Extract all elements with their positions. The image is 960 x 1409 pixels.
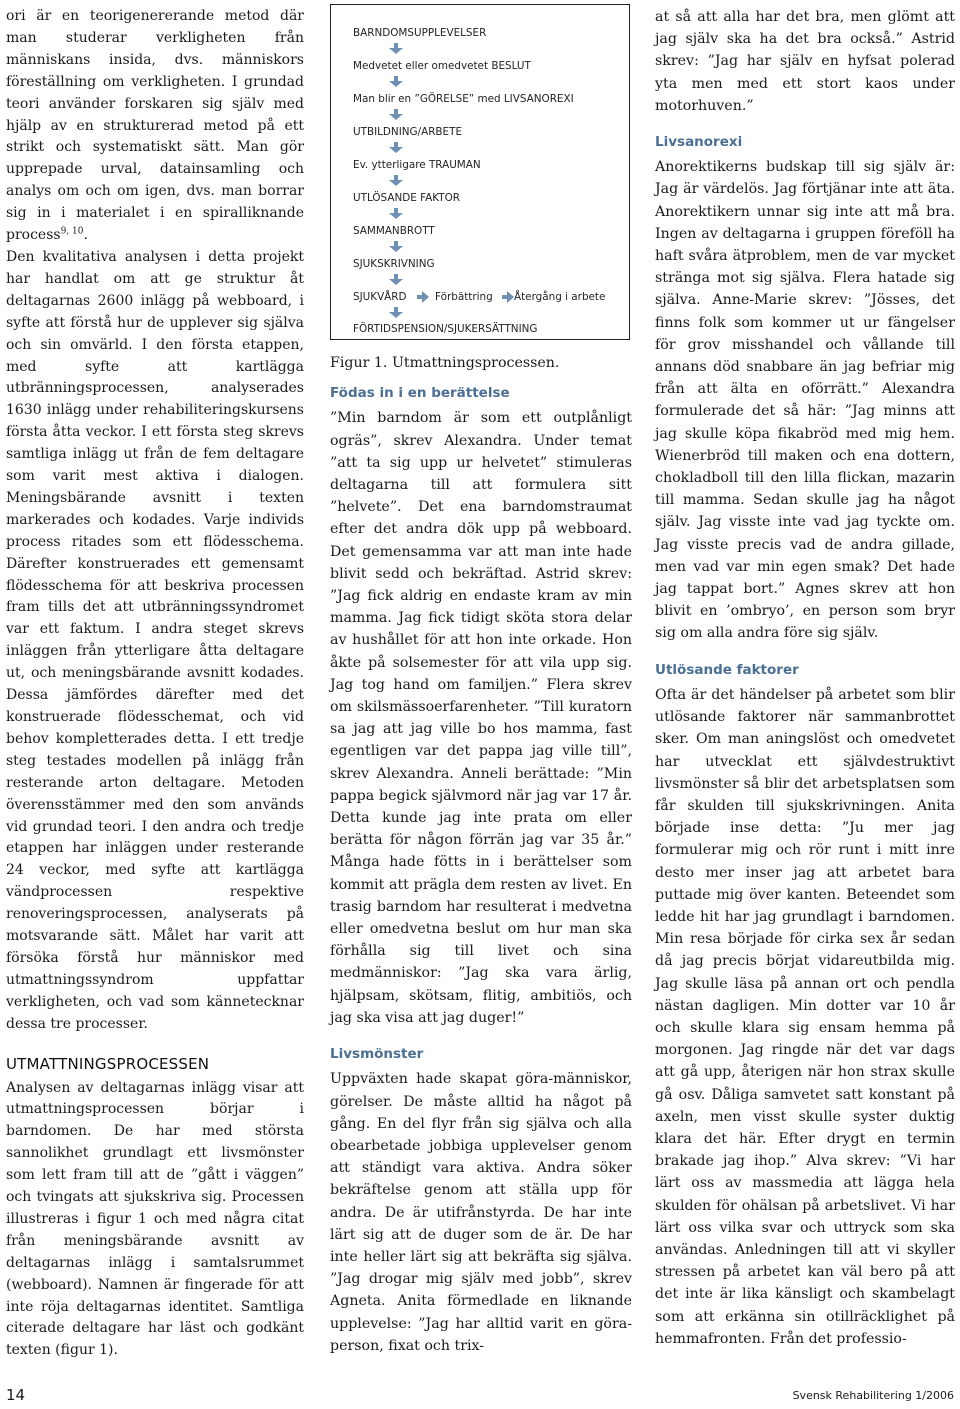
- paragraph-process: Analysen av deltagarnas inlägg visar att utmattningsprocessen börjar i barndomen. De har med största sannolikhet grundlagt ett livsmönster som lett fram till att de ”gått i väggen” och tvingats att sjukskriva sig. Processen illustreras i figur 1 och med några citat från meningsbärande avsnitt av deltagarnas inlägg i samtalsrummet (webboard). Namnen är fingerade för att inte röja deltagarnas identitet. Samtliga citerade deltagare har läst och godkänt texten (figur 1).: [6, 1079, 304, 1359]
- subheading-born-into-story: Födas in i en berättelse: [330, 385, 510, 402]
- paragraph-triggers: Ofta är det händelser på arbetet som blir utlösande faktorer när sammanbrottet sker. Om man aningslöst och omedvetet har utvecklat ett självdestruktivt livsmönster så blir det arbetsplatsen som får skulden till sjukskrivningen. Anita började inse detta: ”Ju mer jag formulerar mig och rör runt i mitt inre desto mer inser jag att arbetet bara puttade mig över kanten. Beteendet som ledde hit har jag grundlagt i barndomen. Min resa började för cirka sex år sedan då jag precis börjat vidareutbilda mig. Jag skulle läsa på annan ort och pendla nästan dagligen. Min dotter var 10 år och skulle klara sig ensam hemma på morgonen. Jag ringde när det var dags att gå upp, återigen när hon strax skulle gå osv. Dåliga samvetet satt konstant på axeln, men visst skulle syster duktig klara det här. Efter drygt en termin brakade jag ihop.” Alva skrev: ”Vi har lärt oss av massmedia att lägga hela skulden för ohälsan på arbetslivet. Vi har lärt oss vilka svar och uttryck som ska användas. Anledningen till att vi skyller stressen på arbetet kan väl bero på att det inte är lika känsligt och skambelagt som att erkänna sin otillräcklighet på hemmafronten. Från det professio-: [655, 686, 955, 1347]
- down-arrow-icon: [389, 43, 403, 54]
- citation-ref: 9, 10: [60, 226, 84, 237]
- paragraph-analysis: Den kvalitativa analysen i detta projekt har handlat om att ge struktur åt deltagarnas 2600 inlägg på webboard, i syfte att förstå hur de upplever sig själva och sin omvärld. I den första etappen, med syfte att kartlägga utbränningsprocessen, analyserades 1630 inlägg under rehabiliteringskursens första åtta veckor. I ett första steg skrevs samtliga inlägg ut från de fem deltagare som varit mest aktiva i dialogen. Meningsbärande avsnitt i texten markerades och kodades. Varje individs process ritades som ett flödesschema. Därefter konstruerades ett gemensamt flödesschema för att beskriva processen fram tills det att utbränningssyndromet var ett faktum. I andra steget skrevs inläggen från ytterligare åtta deltagare ut, och meningsbärande avsnitt kodades. Dessa jämfördes därefter med det konstruerade flödesschemat, och vid behov kompletterades detta. I ett tredje steg testades modellen på inlägg från resterande arton deltagare. Metoden överensstämmer med den som används vid grundad teori. I den andra och tredje etappen har inläggen under resterande 24 veckor, med syfte att kartlägga vändprocessen respektive renoveringsprocessen, analyserats på motsvarande sätt. Målet har varit att försöka förstå hur människor med utmattningssyndrom uppfattar verkligheten, och vad som kännetecknar dessa tre processer.: [6, 248, 304, 1032]
- paragraph-method: ori är en teorigenererande metod där man studerar verkligheten från människans insida, dvs. människors föreställning om verkligheten. I grundad teori använder forskaren sig själv med hjälp av en strukturerad metod på ett strikt och systematiskt sätt. Man gör upprepade urval, datainsamling och analys om och om igen, dvs. man borrar sig in i materialet i en spiralliknande process$^{9, 10}$.: [6, 8, 304, 244]
- figure-caption: Figur 1. Utmattningsprocessen.: [330, 355, 560, 371]
- flow-step: Ev. ytterligare TRAUMAN: [353, 159, 481, 171]
- flow-step: SAMMANBROTT: [353, 225, 435, 237]
- down-arrow-icon: [389, 76, 403, 87]
- flow-step: FÖRTIDSPENSION/SJUKERSÄTTNING: [353, 323, 538, 335]
- flow-step: Man blir en ”GÖRELSE” med LIVSANOREXI: [353, 93, 574, 105]
- flow-step: SJUKVÅRD: [353, 291, 407, 303]
- paragraph-life-pattern: Uppväxten hade skapat göra-människor, görelser. De måste alltid ha något på gång. En del flyr från sig själva och alla obearbetade jobbiga upplevelser genom att ständigt vara aktiva. Andra söker bekräftelse genom att ställa upp för andra. De är utifrånstyrda. De har inte lärt sig att de duger som de är. De har inte heller lärt sig att bekräfta sig själva. ”Jag drogar mig själv med jobb”, skrev Agneta. Anita förmedlade en liknande upplevelse: ”Jag har alltid varit en göra-person, fixat och trix-: [330, 1071, 632, 1354]
- subheading-life-pattern: Livsmönster: [330, 1046, 424, 1063]
- flow-step: UTBILDNING/ARBETE: [353, 126, 463, 138]
- journal-footer: Svensk Rehabilitering 1/2006: [792, 1389, 954, 1402]
- down-arrow-icon: [389, 241, 403, 252]
- column-2: [330, 4, 632, 1357]
- paragraph-continued: at så att alla har det bra, men glömt att jag själv ska ha det bra också.” Astrid skrev: ”Jag har själv en hyfsat polerad yta men med ett stort kaos under motorhuven.”: [655, 9, 955, 114]
- down-arrow-icon: [389, 208, 403, 219]
- column-1: [6, 6, 304, 1362]
- section-heading: UTMATTNINGSPROCESSEN: [6, 1054, 210, 1073]
- page-number: 14: [6, 1386, 26, 1404]
- subheading-life-anorexia: Livsanorexi: [655, 134, 743, 151]
- down-arrow-icon: [389, 175, 403, 186]
- down-arrow-icon: [389, 274, 403, 285]
- flow-step: SJUKSKRIVNING: [353, 258, 435, 270]
- down-arrow-icon: [389, 142, 403, 153]
- down-arrow-icon: [389, 307, 403, 318]
- down-arrow-icon: [389, 109, 403, 120]
- flow-step: BARNDOMSUPPLEVELSER: [353, 27, 487, 39]
- right-arrow-icon: [417, 291, 429, 303]
- flow-step: Medvetet eller omedvetet BESLUT: [353, 60, 531, 72]
- subheading-triggers: Utlösande faktorer: [655, 661, 799, 678]
- flow-branch: Återgång i arbete: [514, 291, 606, 303]
- column-3: [655, 6, 955, 1350]
- right-arrow-icon: [502, 291, 514, 303]
- figure-flowchart: [330, 4, 630, 340]
- paragraph-childhood: ”Min barndom är som ett outplånligt ogräs”, skrev Alexandra. Under temat ”att ta sig upp ur helvetet” stimuleras deltagarna till att formulera sitt ”helvete”. Det ena barndomstraumat efter det andra dök upp på webboard. Det gemensamma var att man inte hade blivit sedd och bekräftad. Astrid skrev: ”Jag fick aldrig en endaste kram av min mamma. Jag fick tidigt sköta stora delar av hushållet för att hon inte orkade. Hon åkte på solsemester för att vila upp sig. Jag tog hand om familjen.” Flera skrev om skilsmässoerfarenheter. ”Till kuratorn sa jag att jag ville bo hos mamma, fast egentligen var det pappa jag ville till”, skrev Alexandra. Anneli berättade: ”Min pappa begick självmord när jag var 17 år. Detta kunde jag inte prata om eller berätta för någon förrän jag var 35 år.” Många hade fötts in i berättelser som kommit att prägla dem resten av livet. En trasig barndom har resulterat i medvetna eller omedvetna beslut om hur man ska förhålla sig till livet och sina medmänniskor: ”Jag ska vara ärlig, hjälpsam, skötsam, flitig, ambitiös, och jag ska visa att jag duger!”: [330, 410, 632, 1026]
- flow-step: UTLÖSANDE FAKTOR: [353, 192, 460, 204]
- flow-branch: Förbättring: [435, 291, 493, 303]
- paragraph-life-anorexia: Anorektikerns budskap till sig själv är: Jag är värdelös. Jag förtjänar inte att äta. Anorektikern unnar sig inte att må bra. Ingen av deltagarna i gruppen föreföll ha haft svåra ätproblem, men de var mycket stränga mot sig själva. Flera hatade sig själva. Anne-Marie skrev: ”Jösses, det finns folk som kommer ut ur fängelser för grov misshandel och vållande till annans död snabbare än jag befriar mig från att älta en oförrätt.” Alexandra formulerade det så här: ”Jag minns att jag skulle köpa fikabröd med mig hem. Wienerbröd till maken och ena dottern, chokladboll till den lilla flickan, mazarin till mamma. Sedan skulle jag ha något själv. Jag visste inte vad jag tyckte om. Jag visste precis vad de andra gillade, men vad var min egen smak? Det hade jag tappat bort.” Agnes skrev att hon blivit en ’ombryo’, en person som bryr sig om alla andra före sig själv.: [655, 159, 955, 642]
